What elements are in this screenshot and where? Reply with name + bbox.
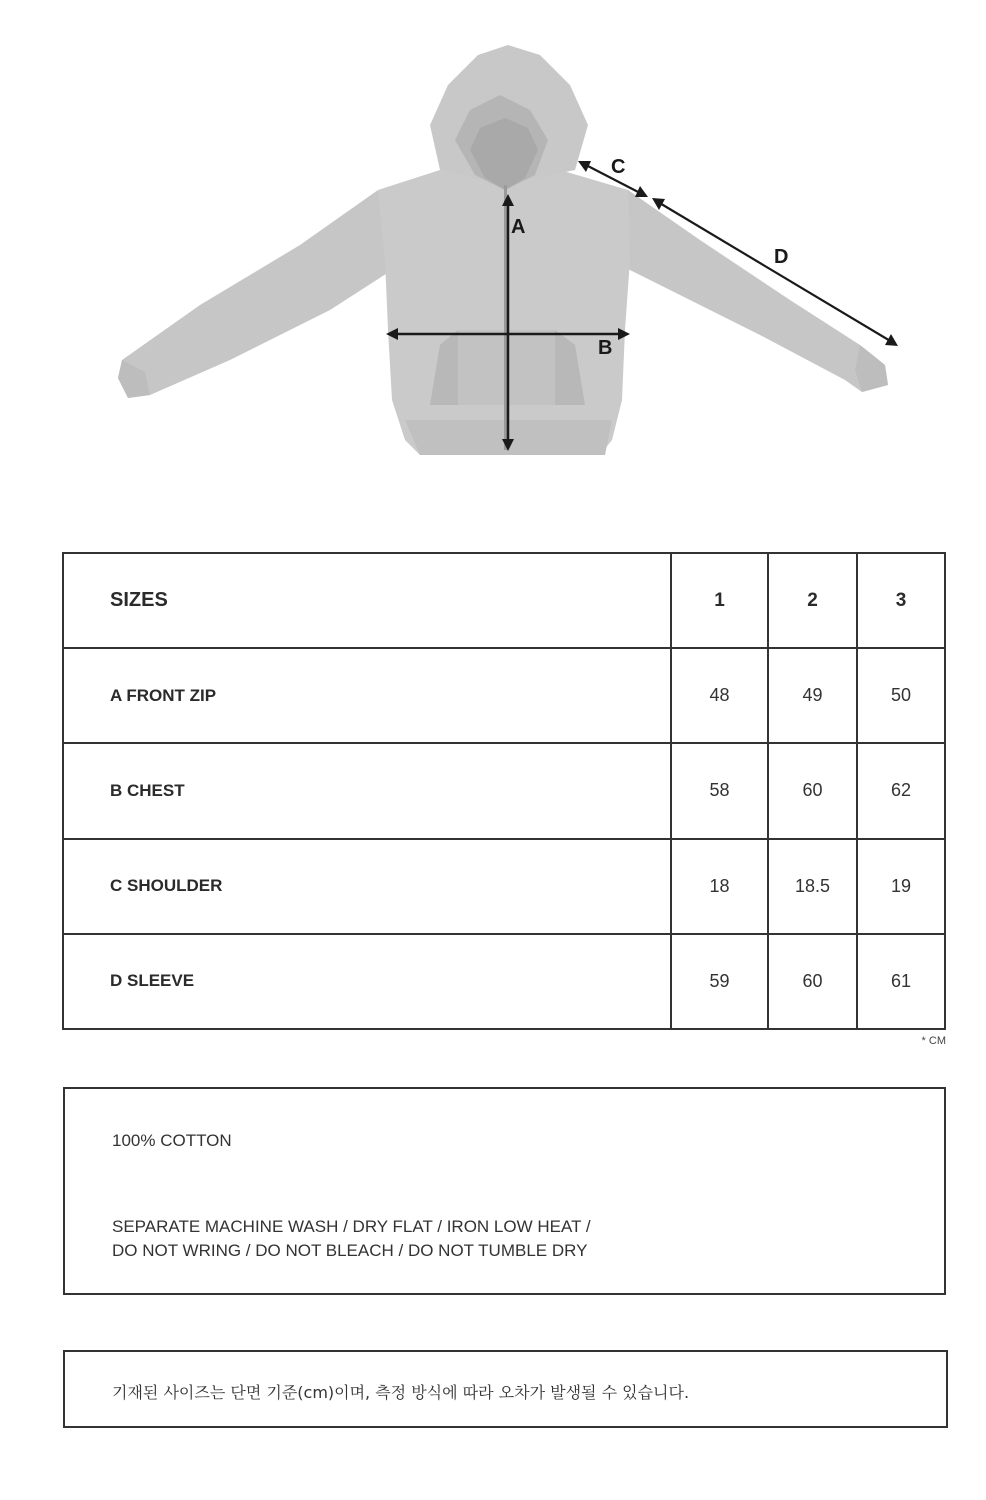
- table-cell: 49: [768, 648, 857, 743]
- row-label-sleeve: D SLEEVE: [63, 934, 671, 1029]
- care-instructions-line-1: SEPARATE MACHINE WASH / DRY FLAT / IRON LOW HEAT /: [112, 1217, 591, 1236]
- measurement-notice-box: [63, 1350, 948, 1428]
- row-label-front-zip: A FRONT ZIP: [63, 648, 671, 743]
- table-cell: 60: [768, 934, 857, 1029]
- label-d: D: [774, 246, 789, 268]
- table-cell: 18: [671, 839, 768, 934]
- table-cell: 61: [857, 934, 945, 1029]
- label-c: C: [611, 156, 626, 178]
- table-row: [63, 839, 945, 934]
- table-cell: 59: [671, 934, 768, 1029]
- size-header-row: [63, 553, 945, 648]
- measurement-notice-text: 기재된 사이즈는 단면 기준(cm)이며, 측정 방식에 따라 오차가 발생될 수 있습니다.: [112, 1383, 690, 1402]
- sizes-header: SIZES: [63, 553, 671, 648]
- table-row: [63, 743, 945, 838]
- table-cell: 60: [768, 743, 857, 838]
- hoodie-illustration: [0, 0, 986, 500]
- table-cell: 48: [671, 648, 768, 743]
- table-cell: 19: [857, 839, 945, 934]
- material-text: 100% COTTON: [112, 1131, 232, 1150]
- care-instructions-line-2: DO NOT WRING / DO NOT BLEACH / DO NOT TUMBLE DRY: [112, 1241, 588, 1260]
- care-info-box: [63, 1087, 946, 1295]
- label-a: A: [511, 216, 526, 238]
- row-label-chest: B CHEST: [63, 743, 671, 838]
- size-2-header: 2: [768, 553, 857, 648]
- size-chart-table: [62, 552, 946, 1030]
- unit-note: * CM: [921, 1035, 946, 1047]
- hoodie-measurement-diagram: [0, 0, 986, 500]
- size-1-header: 1: [671, 553, 768, 648]
- table-row: [63, 648, 945, 743]
- size-3-header: 3: [857, 553, 945, 648]
- label-b: B: [598, 337, 613, 359]
- table-cell: 50: [857, 648, 945, 743]
- table-cell: 18.5: [768, 839, 857, 934]
- row-label-shoulder: C SHOULDER: [63, 839, 671, 934]
- table-cell: 62: [857, 743, 945, 838]
- table-row: [63, 934, 945, 1029]
- table-cell: 58: [671, 743, 768, 838]
